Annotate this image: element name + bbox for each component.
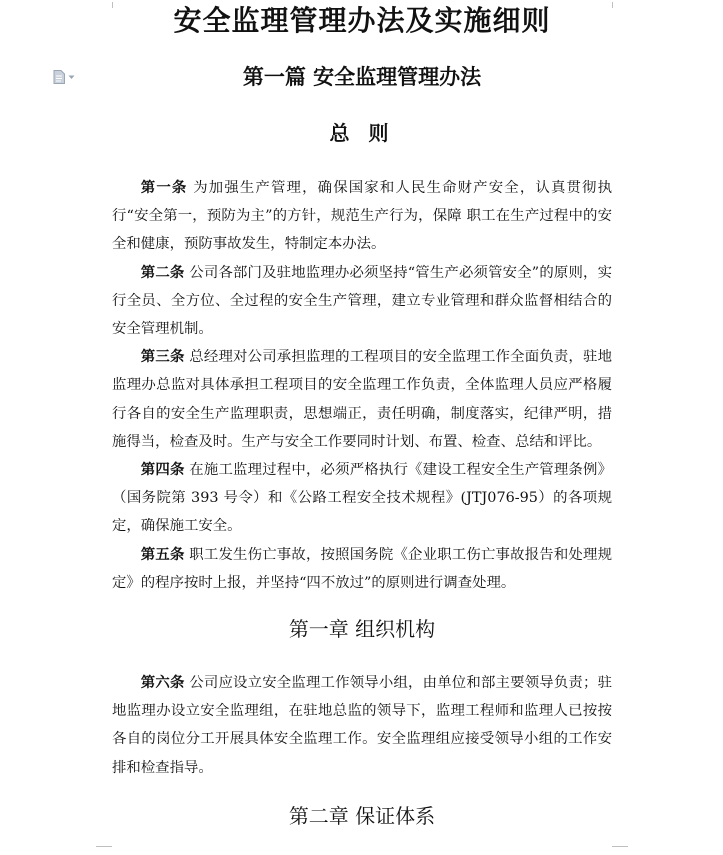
article-text: 为加强生产管理，确保国家和人民生命财产安全，认真贯彻执行“安全第一，预防为主”的方针，规范生产行为，保障 职工在生产过程中的安全和健康，预防事故发生，特制定本办法。: [112, 180, 612, 253]
article-paragraph: [112, 174, 612, 259]
article-paragraph: [112, 343, 612, 456]
page-corner-mark: [612, 846, 628, 855]
article-label: 第二条: [140, 263, 185, 281]
article-label: 第三条: [140, 348, 185, 366]
article-paragraph: [112, 541, 612, 597]
page-corner-mark: [612, 2, 621, 8]
section-title: 总 则: [329, 121, 395, 145]
document-outline-button[interactable]: [53, 70, 79, 84]
article-text: 公司各部门及驻地监理办必须坚持“管生产必须管安全”的原则，实行全员、全方位、全过程的安全生产管理，建立专业管理和群众监督相结合的安全管理机制。: [112, 264, 612, 338]
article-label: 第六条: [140, 674, 185, 692]
article-paragraph: [112, 669, 612, 782]
document-icon: [53, 70, 65, 84]
article-label: 第五条: [140, 545, 185, 563]
page-corner-mark: [96, 846, 112, 855]
article-text: 职工发生伤亡事故，按照国务院《企业职工伤亡事故报告和处理规定》的程序按时上报，并坚持“四不放过”的原则进行调查处理。: [112, 546, 612, 591]
article-label: 第一条: [140, 179, 188, 196]
article-text: 在施工监理过程中，必须严格执行《建设工程安全生产管理条例》（国务院第 393 号令）和《公路工程安全技术规程》(JTJ076-95）的各项规定，确保施工安全。: [112, 462, 612, 535]
article-label: 第四条: [140, 461, 185, 479]
article-text: 公司应设立安全监理工作领导小组，由单位和部主要领导负责；驻地监理办设立安全监理组，在驻地总监的领导下，监理工程师和监理人已按按各自的岗位分工开展具体安全监理工作。安全监理组应接受领导小组的工作安排和检查指导。: [112, 675, 612, 776]
chapter-title: 第一章 组织机构: [288, 617, 436, 642]
part-title: 第一篇 安全监理管理办法: [242, 64, 482, 89]
article-text: 总经理对公司承担监理的工程项目的安全监理工作全面负责，驻地监理办总监对具体承担工程项目的安全监理工作负责，全体监理人员应严格履行各自的安全生产监理职责，思想端正，责任明确，制度落实，纪律严明，措施得当，检查及时。生产与安全工作要同时计划、布置、检查、总结和评比。: [112, 349, 612, 450]
document-body: [112, 174, 612, 831]
article-paragraph: [112, 456, 612, 541]
article-paragraph: [112, 259, 612, 344]
chevron-down-icon: [68, 75, 75, 80]
document-title: 安全监理管理办法及实施细则: [173, 4, 551, 37]
chapter-title: 第二章 保证体系: [288, 803, 436, 828]
